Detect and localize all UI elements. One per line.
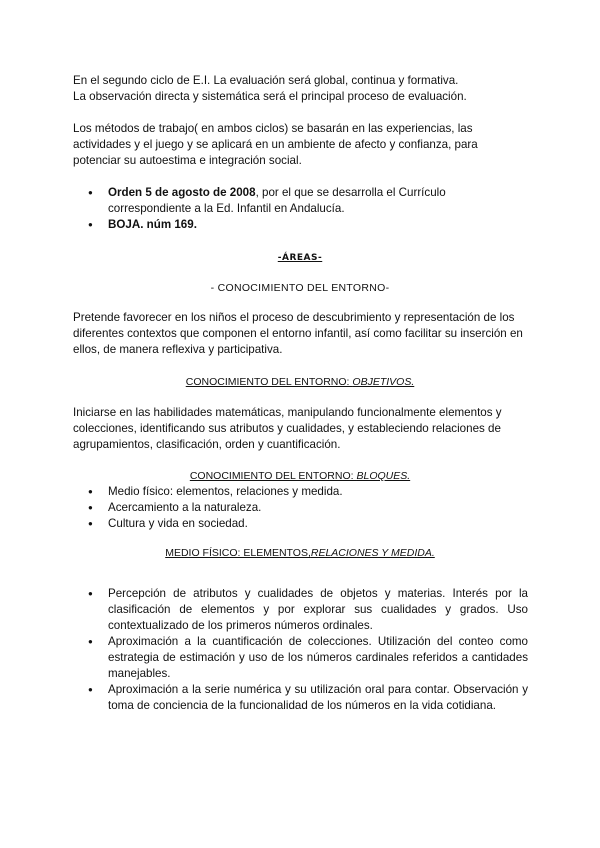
intro-paragraph xyxy=(73,73,528,105)
list-item: ● Medio físico: elementos, relaciones y medida. xyxy=(73,484,528,500)
list-item xyxy=(73,217,528,233)
medio-heading-prefix: MEDIO FÍSICO: ELEMENTOS, xyxy=(165,547,311,559)
objetivos-text: Iniciarse en las habilidades matemáticas, manipulando funcionalmente elementos y colecciones, identificando sus atributos y cualidades, y estableciendo relaciones de agrupamientos, clasificación, orden y cuantificación. xyxy=(73,406,502,451)
list-item: ● Acercamiento a la naturaleza. xyxy=(73,500,528,516)
bloques-list xyxy=(73,484,528,532)
list-item: ● Cultura y vida en sociedad. xyxy=(73,516,528,532)
legal-order-text: , por el que se desarrolla el Currículo correspondiente a la Ed. Infantil en Andalucía. xyxy=(108,186,446,215)
list-item xyxy=(73,185,528,217)
bloques-heading-suffix: BLOQUES. xyxy=(356,470,411,482)
conocimiento-description: Pretende favorecer en los niños el proceso de descubrimiento y representación de los diferentes contextos que componen el entorno infantil, así como facilitar su inserción en ellos, de manera reflexiva y participativa. xyxy=(73,311,523,356)
medio-list xyxy=(73,586,528,714)
objetivos-heading-suffix: OBJETIVOS. xyxy=(352,376,415,388)
objetivos-heading-prefix: CONOCIMIENTO DEL ENTORNO: xyxy=(185,376,353,388)
medio-heading-suffix: RELACIONES Y MEDIDA. xyxy=(310,547,435,559)
methods-paragraph: Los métodos de trabajo( en ambos ciclos) se basarán en las experiencias, las actividades y el juego y se aplicará en un ambiente de afecto y confianza, para potenciar su autoestima e integración social. xyxy=(73,122,478,167)
legal-order-title: Orden 5 de agosto de 2008 xyxy=(108,186,256,199)
list-item: ● Aproximación a la serie numérica y su utilización oral para contar. Observación y toma de conciencia de la funcionalidad de los números en la vida cotidiana. xyxy=(73,682,528,714)
bloques-heading-prefix: CONOCIMIENTO DEL ENTORNO: xyxy=(189,470,357,482)
intro-line-2: La observación directa y sistemática será el principal proceso de evaluación. xyxy=(73,90,467,103)
conocimiento-heading: - CONOCIMIENTO DEL ENTORNO- xyxy=(210,282,390,294)
bloques-heading xyxy=(0,468,600,484)
medio-heading xyxy=(0,545,600,561)
list-item: ● Aproximación a la cuantificación de colecciones. Utilización del conteo como estrategia de estimación y uso de los números cardinales referidos a cantidades manejables. xyxy=(73,634,528,682)
list-item: ● Percepción de atributos y cualidades de objetos y materias. Interés por la clasificación de elementos y por explorar sus cualidades y grados. Uso contextualizado de los primeros números ordinales. xyxy=(73,586,528,634)
areas-heading: -ÁREAS- xyxy=(277,253,323,263)
intro-line-1: En el segundo ciclo de E.I. La evaluación será global, continua y formativa. xyxy=(73,74,459,87)
legal-list xyxy=(73,185,528,233)
legal-boja: BOJA. núm 169. xyxy=(108,218,197,231)
objetivos-heading xyxy=(0,374,600,390)
